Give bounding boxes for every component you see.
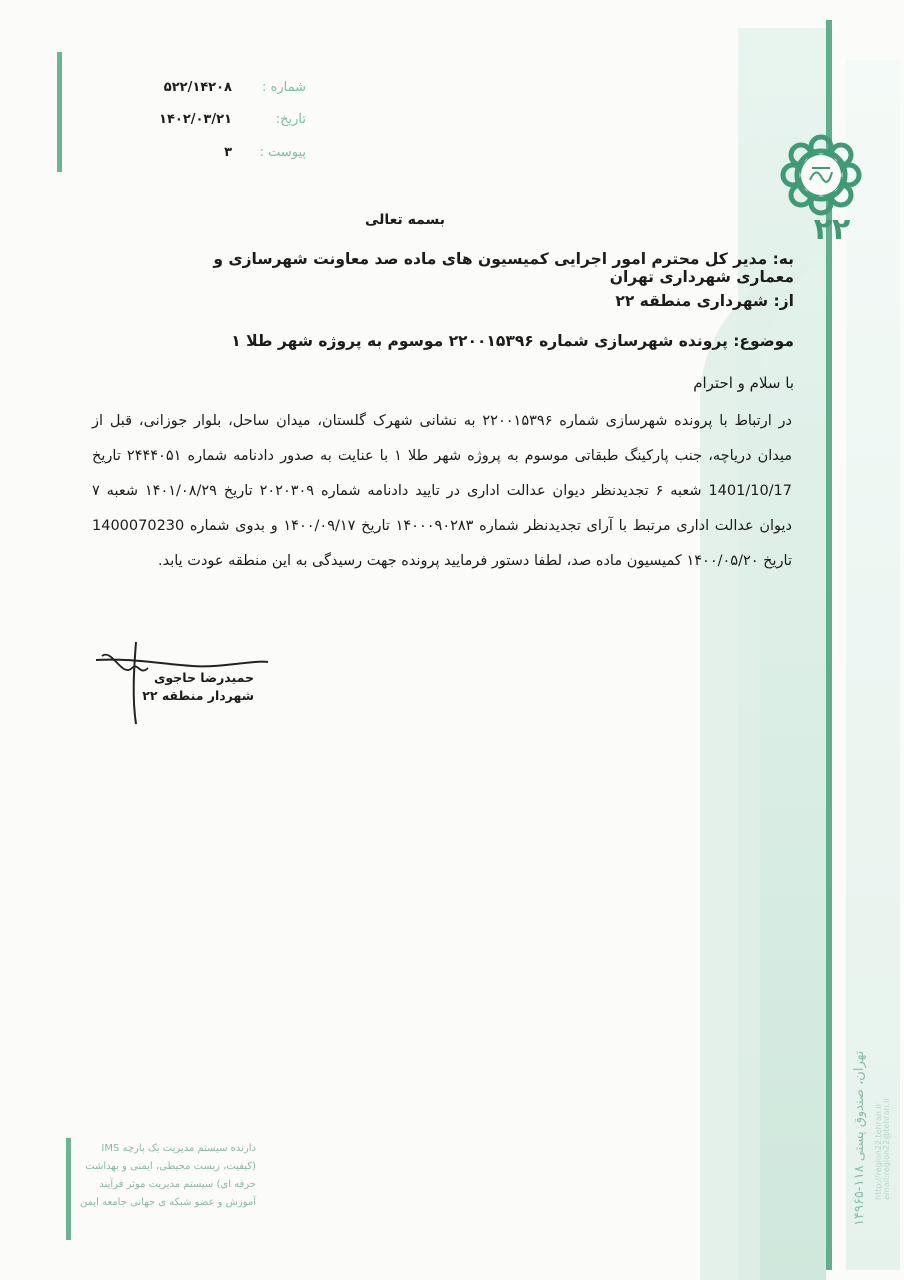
sender-line: از: شهرداری منطقه ۲۲ [615, 292, 794, 310]
postal-address: تهران، صندوق پستی ۱۱۸-۱۴۹۶۵ [852, 1050, 867, 1226]
letter-date-label: تاریخ: [275, 112, 306, 127]
website-text: http://region22.tehran.ir [874, 1103, 883, 1200]
tehran-municipality-logo-icon [776, 130, 866, 220]
letter-number-row [0, 80, 320, 100]
letter-attachment-row [0, 145, 320, 165]
letter-date-row [0, 112, 320, 132]
letter-attachment-label: پیوست : [259, 145, 306, 160]
signer-name: حمیدرضا حاجوی [153, 670, 254, 685]
letter-date-value: ۱۴۰۲/۰۳/۲۱ [159, 112, 232, 127]
email-text: email:region22@tehran.ir [882, 1097, 891, 1200]
letter-body: در ارتباط با پرونده شهرسازی شماره ۲۲۰۰۱۵۳۹۶ به نشانی شهرک گلستان، میدان ساحل، بلوار جوزانی، قبل از میدان دریاچه، جنب پارکینگ طبقاتی موسوم به پروژه شهر طلا ۱ با عنایت به صدور دادنامه شماره ۲۴۴۴۰۵۱ تاریخ 1401/10/17 شعبه ۶ تجدیدنظر دیوان عدالت اداری در تایید دادنامه شماره ۲۰۲۰۳۰۹ تاریخ ۱۴۰۱/۰۸/۲۹ شعبه ۷ دیوان عدالت اداری مرتبط با آرای تجدیدنظر شماره ۱۴۰۰۰۹۰۲۸۳ تاریخ ۱۴۰۰/۰۹/۱۷ و بدوی شماره 1400070230 تاریخ ۱۴۰۰/۰۵/۲۰ کمیسیون ماده صد، لطفا دستور فرمایید پرونده جهت رسیدگی به این منطقه عودت یابد. [92, 413, 793, 569]
letter-number-label: شماره : [262, 80, 306, 95]
ims-certification-text: دارنده سیستم مدیریت یک پارچه IMS (کیفیت، زیست محیطی، ایمنی و بهداشت حرفه ای) سیستم مدیریت موثر فرآیند آموزش و عضو شبکه ی جهانی جامعه ایمن [79, 1143, 256, 1208]
recipient-line: به: مدیر کل محترم امور اجرایی کمیسیون های ماده صد معاونت شهرسازی و معماری شهرداری تهران [213, 250, 794, 286]
district-number: ۲۲ [813, 212, 851, 247]
letter-number-value: ۵۲۲/۱۴۲۰۸ [163, 80, 232, 95]
subject-line: موضوع: پرونده شهرسازی شماره ۲۲۰۰۱۵۳۹۶ موسوم به پروژه شهر طلا ۱ [231, 332, 794, 350]
vertical-address [848, 1000, 891, 1226]
basmala: بسمه تعالی [364, 212, 446, 228]
greeting: با سلام و احترام [693, 374, 794, 392]
footer-green-bar [66, 1138, 71, 1240]
signer-title: شهردار منطقه ۲۲ [142, 688, 254, 703]
letter-attachment-value: ۳ [224, 145, 232, 160]
